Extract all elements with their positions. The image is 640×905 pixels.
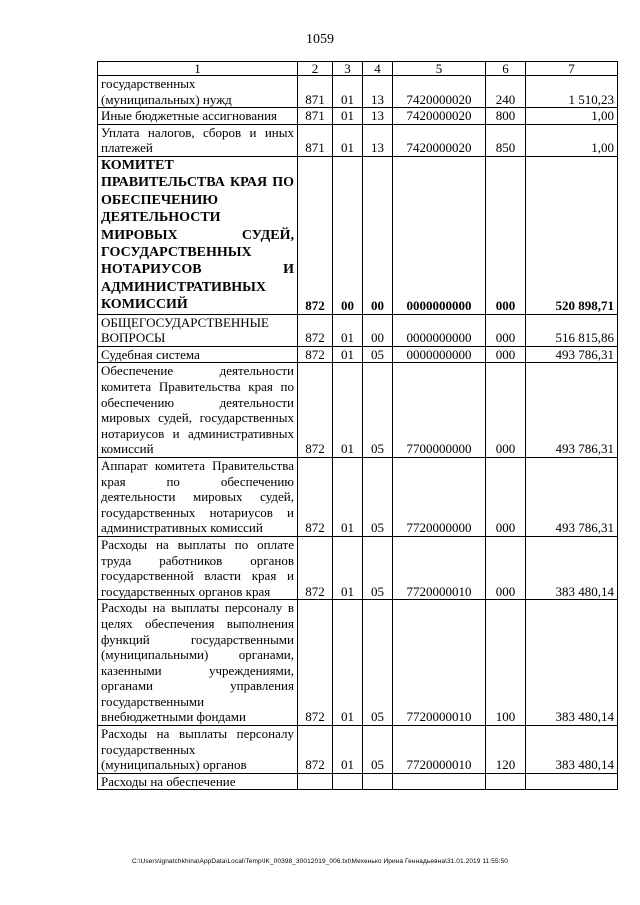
column-header: 6: [486, 62, 526, 76]
table-row: [98, 536, 618, 599]
row-code-2: 872: [298, 346, 333, 363]
row-code-4: 05: [363, 346, 393, 363]
row-code-4: [363, 773, 393, 790]
row-code-3: 01: [333, 363, 363, 458]
row-code-6: 120: [486, 726, 526, 774]
row-name: Расходы на выплаты персоналу в целях обеспечения выполнения функций государственными (муниципальными) органами, казенными учреждениями, органами управления государственными внебюджетными фондами: [98, 600, 298, 726]
row-code-4: 05: [363, 536, 393, 599]
row-code-3: 00: [333, 156, 363, 314]
row-code-2: 871: [298, 108, 333, 125]
column-header: 2: [298, 62, 333, 76]
row-name: Иные бюджетные ассигнования: [98, 108, 298, 125]
row-code-2: 872: [298, 457, 333, 536]
row-amount: [526, 773, 618, 790]
row-code-3: [333, 773, 363, 790]
row-name: ОБЩЕГОСУДАРСТВЕННЫЕ ВОПРОСЫ: [98, 314, 298, 346]
column-header: 5: [393, 62, 486, 76]
row-code-6: [486, 773, 526, 790]
table-row: [98, 314, 618, 346]
table-row: [98, 124, 618, 156]
row-amount: 383 480,14: [526, 536, 618, 599]
table-row: [98, 156, 618, 314]
row-code-4: 13: [363, 108, 393, 125]
row-code-5: 0000000000: [393, 156, 486, 314]
row-code-5: 0000000000: [393, 346, 486, 363]
column-header: 7: [526, 62, 618, 76]
row-code-5: 7720000000: [393, 457, 486, 536]
row-code-2: 872: [298, 314, 333, 346]
row-code-4: 05: [363, 726, 393, 774]
row-code-5: 7720000010: [393, 600, 486, 726]
row-amount: 516 815,86: [526, 314, 618, 346]
row-code-4: 05: [363, 600, 393, 726]
table-row: [98, 726, 618, 774]
table-row: [98, 346, 618, 363]
row-code-5: 7420000020: [393, 124, 486, 156]
row-name: Расходы на обеспечение: [98, 773, 298, 790]
table-header-row: [98, 62, 618, 76]
row-amount: 383 480,14: [526, 726, 618, 774]
file-path-footer: C:\Users\ignatchkhina\AppData\Local\Temp\IK_00398_30012019_006.txt\Мехенько Ирина Геннадьевна\31.01.2019 11:55:50: [131, 858, 509, 865]
row-code-3: 01: [333, 314, 363, 346]
row-amount: 520 898,71: [526, 156, 618, 314]
table-row: [98, 773, 618, 790]
row-name: Аппарат комитета Правительства края по обеспечению деятельности мировых судей, государственных нотариусов и административных комиссий: [98, 457, 298, 536]
row-name: государственных (муниципальных) нужд: [98, 76, 298, 108]
row-code-6: 850: [486, 124, 526, 156]
row-code-4: 13: [363, 76, 393, 108]
row-code-3: 01: [333, 536, 363, 599]
row-code-4: 05: [363, 457, 393, 536]
row-amount: 493 786,31: [526, 346, 618, 363]
row-amount: 493 786,31: [526, 457, 618, 536]
row-code-5: 7720000010: [393, 726, 486, 774]
row-code-4: 05: [363, 363, 393, 458]
row-code-5: 7420000020: [393, 76, 486, 108]
row-name: Обеспечение деятельности комитета Правительства края по обеспечению деятельности мировых судей, государственных нотариусов и административных комиссий: [98, 363, 298, 458]
row-name: КОМИТЕТ ПРАВИТЕЛЬСТВА КРАЯ ПО ОБЕСПЕЧЕНИЮ ДЕЯТЕЛЬНОСТИ МИРОВЫХ СУДЕЙ, ГОСУДАРСТВЕННЫХ НОТАРИУСОВ И АДМИНИСТРАТИВНЫХ КОМИССИЙ: [98, 156, 298, 314]
row-name: Расходы на выплаты по оплате труда работников органов государственной власти края и государственных органов края: [98, 536, 298, 599]
row-name: Уплата налогов, сборов и иных платежей: [98, 124, 298, 156]
row-code-4: 00: [363, 314, 393, 346]
row-code-5: 7420000020: [393, 108, 486, 125]
row-amount: 1,00: [526, 108, 618, 125]
column-header: 3: [333, 62, 363, 76]
column-header: 4: [363, 62, 393, 76]
row-code-3: 01: [333, 108, 363, 125]
table-row: [98, 363, 618, 458]
row-code-2: 872: [298, 363, 333, 458]
row-code-4: 13: [363, 124, 393, 156]
row-code-2: [298, 773, 333, 790]
row-name: Расходы на выплаты персоналу государственных (муниципальных) органов: [98, 726, 298, 774]
table-row: [98, 600, 618, 726]
row-amount: 1 510,23: [526, 76, 618, 108]
table-row: [98, 76, 618, 108]
row-amount: 383 480,14: [526, 600, 618, 726]
row-code-6: 000: [486, 156, 526, 314]
row-code-4: 00: [363, 156, 393, 314]
row-code-3: 01: [333, 76, 363, 108]
row-code-2: 871: [298, 124, 333, 156]
row-code-5: 7700000000: [393, 363, 486, 458]
row-code-6: 000: [486, 346, 526, 363]
row-code-5: 0000000000: [393, 314, 486, 346]
row-code-6: 000: [486, 314, 526, 346]
row-code-2: 872: [298, 726, 333, 774]
row-code-3: 01: [333, 457, 363, 536]
row-code-6: 240: [486, 76, 526, 108]
row-code-2: 872: [298, 156, 333, 314]
row-name: Судебная система: [98, 346, 298, 363]
row-amount: 1,00: [526, 124, 618, 156]
row-code-6: 000: [486, 363, 526, 458]
column-header: 1: [98, 62, 298, 76]
row-code-5: 7720000010: [393, 536, 486, 599]
row-code-2: 871: [298, 76, 333, 108]
row-code-6: 000: [486, 457, 526, 536]
table-row: [98, 457, 618, 536]
row-code-6: 800: [486, 108, 526, 125]
row-code-2: 872: [298, 600, 333, 726]
row-code-5: [393, 773, 486, 790]
page-number: 1059: [306, 32, 334, 47]
budget-table: [97, 61, 618, 790]
row-code-3: 01: [333, 600, 363, 726]
table-row: [98, 108, 618, 125]
row-code-3: 01: [333, 346, 363, 363]
row-code-6: 100: [486, 600, 526, 726]
row-code-2: 872: [298, 536, 333, 599]
row-code-3: 01: [333, 726, 363, 774]
row-code-3: 01: [333, 124, 363, 156]
row-code-6: 000: [486, 536, 526, 599]
row-amount: 493 786,31: [526, 363, 618, 458]
